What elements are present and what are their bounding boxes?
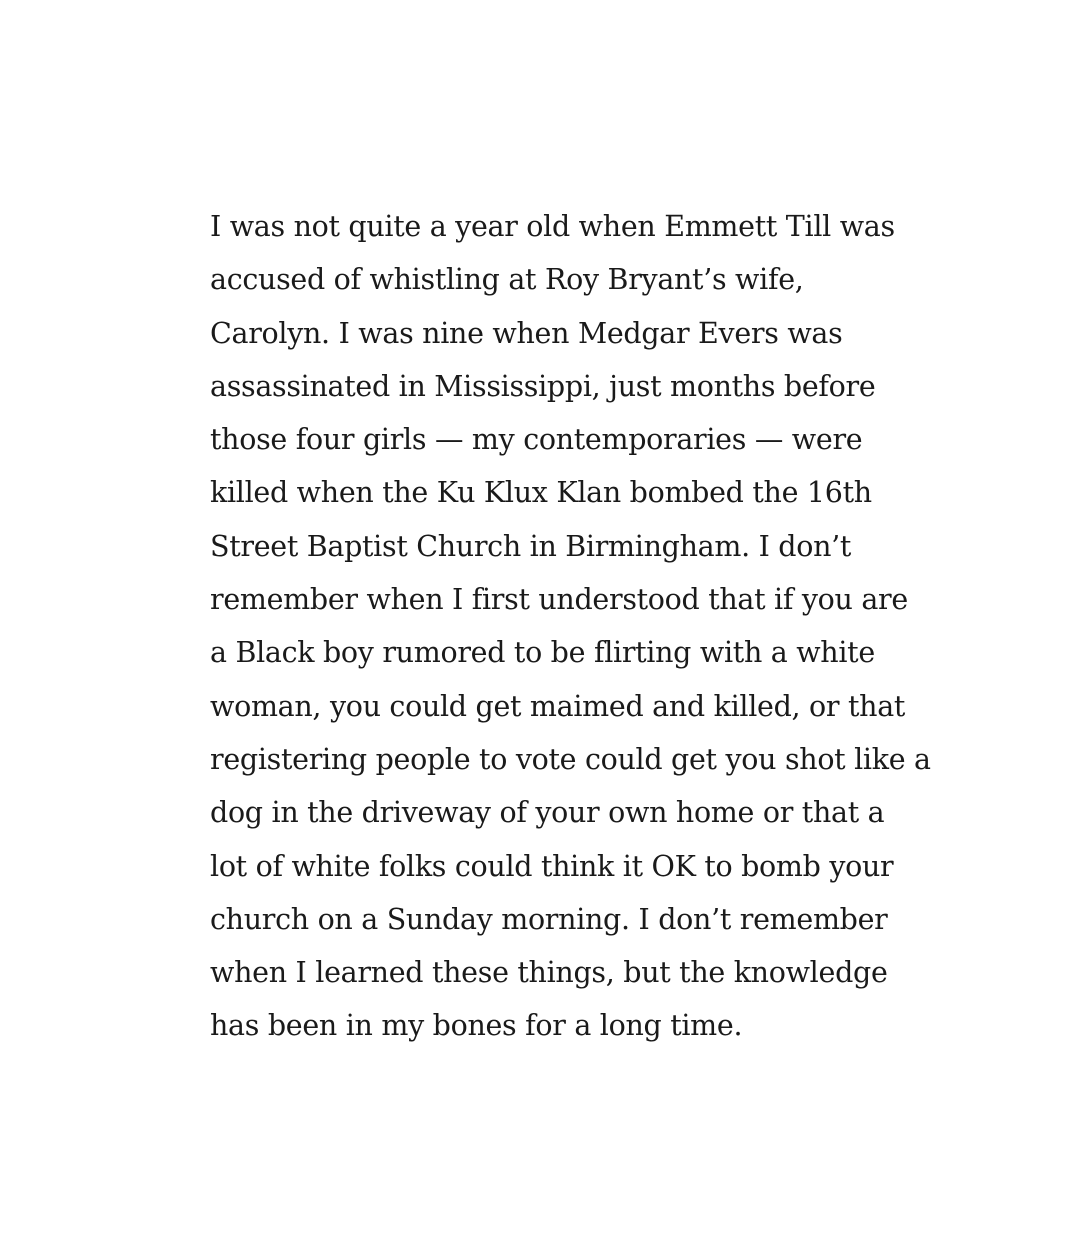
text-line: a Black boy rumored to be flirting with a white xyxy=(210,636,875,670)
text-line: Carolyn. I was nine when Medgar Evers was xyxy=(210,316,843,350)
text-line: church on a Sunday morning. I don’t remember xyxy=(210,902,888,936)
text-line: Street Baptist Church in Birmingham. I don’t xyxy=(210,529,852,563)
text-line: killed when the Ku Klux Klan bombed the 16th xyxy=(210,476,872,510)
quote-paragraph xyxy=(210,200,931,1053)
text-line: registering people to vote could get you shot like a xyxy=(210,742,931,776)
text-line: accused of whistling at Roy Bryant’s wife, xyxy=(210,263,804,297)
text-line: assassinated in Mississippi, just months before xyxy=(210,369,876,403)
text-line: lot of white folks could think it OK to bomb your xyxy=(210,849,894,883)
text-line: those four girls — my contemporaries — were xyxy=(210,423,863,457)
text-line: woman, you could get maimed and killed, or that xyxy=(210,689,906,723)
text-line: when I learned these things, but the knowledge xyxy=(210,956,888,990)
text-line: I was not quite a year old when Emmett Till was xyxy=(210,210,895,243)
text-line: remember when I first understood that if you are xyxy=(210,583,908,617)
text-line: has been in my bones for a long time. xyxy=(210,1009,743,1043)
text-line: dog in the driveway of your own home or that a xyxy=(210,796,885,830)
